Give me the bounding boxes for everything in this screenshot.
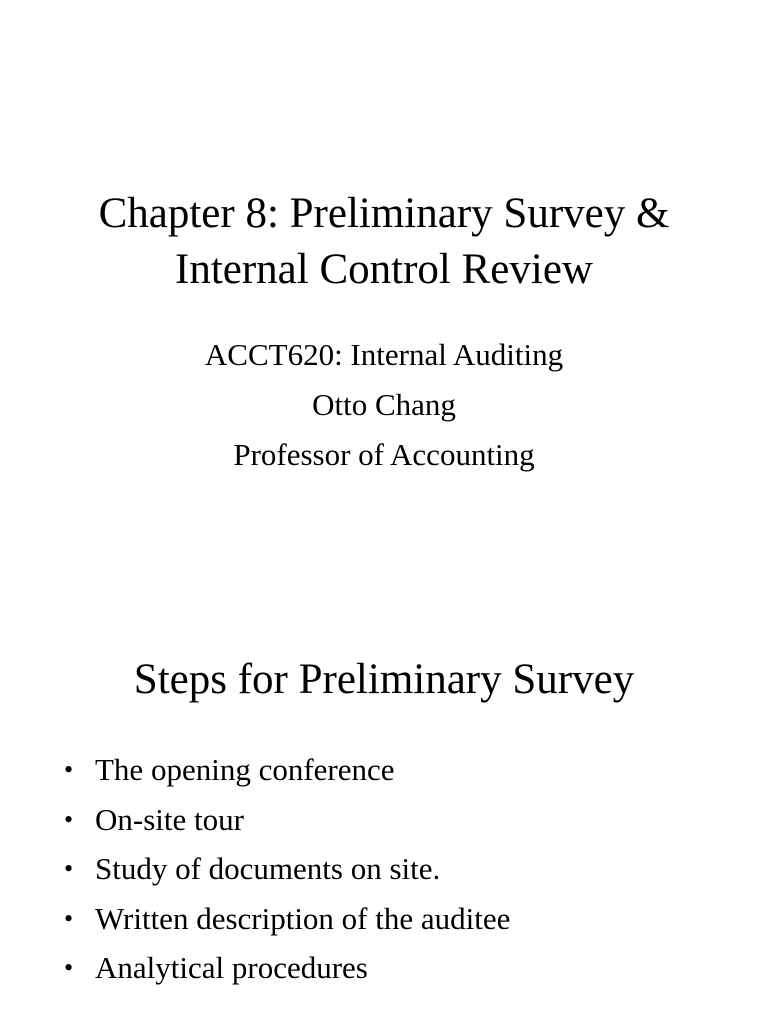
course-name: ACCT620: Internal Auditing [204,337,564,372]
author-title: Professor of Accounting [233,437,535,472]
bullet-list [64,745,510,993]
list-item [64,894,510,944]
list-item-text: Study of documents on site. [95,851,441,886]
content-slide [0,600,768,1024]
list-item [64,844,510,894]
list-item-text: The opening conference [95,752,395,787]
list-item-text: Written description of the auditee [95,900,511,936]
list-item [64,795,510,845]
slide-subtitle [0,330,768,480]
slide-title: Steps for Preliminary Survey [133,656,635,703]
title-line: Chapter 8: Preliminary Survey & [98,190,670,237]
list-item [64,745,510,795]
bullet-icon: • [64,903,74,933]
title-line: Internal Control Review [175,246,593,293]
list-item-text: Analytical procedures [95,950,368,985]
bullet-icon: • [64,953,74,982]
author-name: Otto Chang [312,387,456,422]
list-item-text: On-site tour [95,801,244,837]
bullet-icon: • [64,755,74,784]
list-item [64,943,510,993]
slide-title [0,186,768,298]
bullet-icon: • [64,854,74,883]
bullet-icon: • [64,804,74,834]
